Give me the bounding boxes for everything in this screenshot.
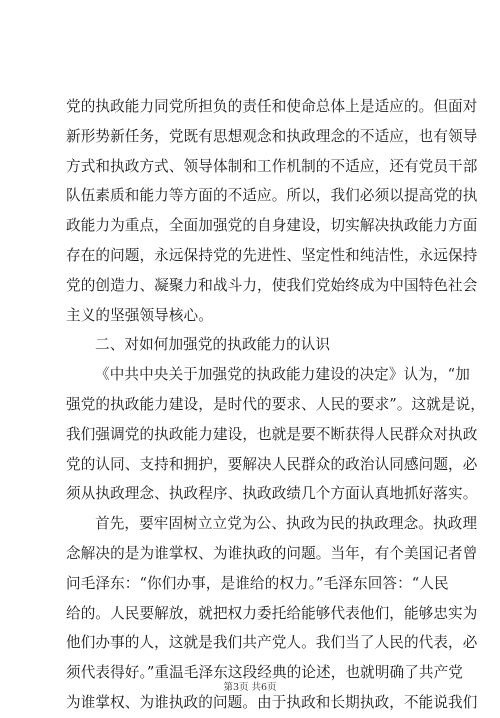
text-line: 为谁掌权、为谁执政的问题。由于执政和长期执政，不能说我们 — [66, 693, 478, 711]
text-line: 新形势新任务，党既有思想观念和执政理念的不适应，也有领导 — [66, 127, 478, 145]
text-line: 政能力为重点，全面加强党的自身建设，切实解决执政能力方面 — [66, 217, 478, 235]
body-text — [66, 92, 485, 718]
text-line: 首先，要牢固树立立党为公、执政为民的执政理念。执政理 — [95, 515, 478, 533]
text-line: 念解决的是为谁掌权、为谁执政的问题。当年，有个美国记者曾 — [66, 544, 478, 562]
text-line: 存在的问题，永远保持党的先进性、坚定性和纯洁性，永远保持 — [66, 246, 478, 264]
text-line: 强党的执政能力建设，是时代的要求、人民的要求”。这就是说， — [66, 395, 485, 413]
text-line: 党的认同、支持和拥护，要解决人民群众的政治认同感问题，必 — [66, 455, 478, 473]
text-line: 他们办事的人，这就是我们共产党人。我们当了人民的代表，必 — [66, 634, 478, 652]
text-line: 党的执政能力同党所担负的责任和使命总体上是适应的。但面对 — [66, 98, 478, 115]
text-line: 须代表得好。”重温毛泽东这段经典的论述，也就明确了共产党 — [66, 664, 463, 682]
text-line: 《中共中央关于加强党的执政能力建设的决定》认为，“加 — [95, 366, 470, 384]
text-line: 党的创造力、凝聚力和战斗力，使我们党始终成为中国特色社会 — [66, 276, 478, 294]
page-footer: 第3页 共6页 — [223, 682, 277, 693]
text-line: 主义的坚强领导核心。 — [66, 306, 213, 324]
text-line: 给的。人民要解放，就把权力委托给能够代表他们，能够忠实为 — [66, 604, 478, 622]
text-line: 二、对如何加强党的执政能力的认识 — [95, 336, 331, 354]
text-line: 问毛泽东：“你们办事，是谁给的权力。”毛泽东回答：“人民 — [66, 574, 449, 592]
text-line: 队伍素质和能力等方面的不适应。所以，我们必须以提高党的执 — [66, 187, 478, 205]
text-line: 我们强调党的执政能力建设，也就是要不断获得人民群众对执政 — [66, 425, 478, 443]
text-line: 方式和执政方式、领导体制和工作机制的不适应，还有党员干部 — [66, 157, 478, 175]
text-line: 须从执政理念、执政程序、执政政绩几个方面认真地抓好落实。 — [66, 485, 478, 503]
